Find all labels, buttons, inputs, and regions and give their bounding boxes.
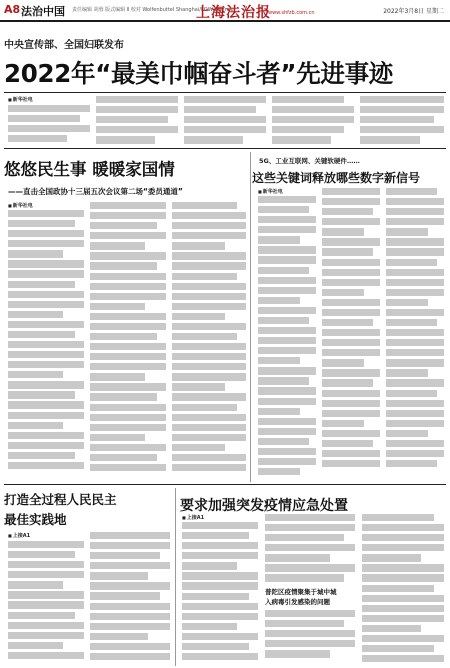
site-url: www.shfzb.com.cn [268, 10, 315, 16]
story-three-byline: ■ 新华社电 [258, 188, 283, 195]
newspaper-masthead: 上海法治报 [196, 5, 271, 21]
page-code: A8 [4, 3, 21, 16]
section-name: 法治中国 [21, 5, 65, 18]
lead-column-1 [8, 105, 90, 145]
story-five-column-2-top [265, 514, 355, 586]
story-four-headline-line2: 最佳实践地 [4, 512, 67, 527]
story-two-headline: 悠悠民生事 暖暖家国情 [4, 160, 175, 179]
story-five-column-1 [182, 522, 258, 665]
lead-headline: 2022年“最美巾帼奋斗者”先进事迹 [4, 59, 393, 88]
story-three-headline: 这些关键词释放哪些数字新信号 [252, 171, 421, 185]
story-four-headline-line1: 打造全过程人民民主 [4, 492, 117, 507]
story-five-column-3 [362, 514, 444, 665]
story-two-column-2 [90, 202, 166, 480]
lead-column-4 [272, 96, 354, 145]
lead-column-5 [360, 96, 444, 145]
story-three-column-1 [258, 196, 316, 480]
issue-date: 2022年3月8日 星期二 [383, 8, 444, 15]
story-four-column-2 [90, 532, 170, 665]
story-five-inline-head-2: 入病毒引发感染的问题 [265, 598, 330, 606]
story-two-column-3 [172, 202, 246, 480]
lead-column-2 [96, 96, 178, 145]
story-four-byline: ■ 上接A1 [8, 532, 30, 539]
lower-divider [4, 484, 446, 485]
column-separator-lower [175, 488, 176, 666]
story-three-column-2 [322, 188, 380, 480]
story-four-column-1 [8, 541, 84, 665]
lead-divider [4, 92, 446, 93]
story-two-byline: ■ 新华社电 [8, 202, 33, 209]
editors-credit: 责任编辑 胡蓉 版式编辑 Ⅱ 校对 Wolfenbuttel Shanghai/FOW Science [72, 7, 234, 13]
story-three-kicker: 5G、工业互联网、关键软硬件…… [259, 157, 360, 165]
lead-column-3 [184, 96, 266, 145]
lead-bottom-divider [4, 148, 446, 149]
story-five-headline: 要求加强突发疫情应急处置 [180, 498, 348, 514]
story-two-subhead: ——直击全国政协十三届五次会议第二场“委员通道” [8, 187, 183, 196]
story-three-column-3 [386, 188, 444, 480]
column-separator [250, 152, 251, 482]
story-five-inline-head-1: 普陀区疫情聚集于城中城 [265, 588, 337, 596]
page-header [0, 0, 450, 22]
story-five-column-2-bottom [265, 610, 355, 665]
lead-byline: ■ 新华社电 [8, 96, 33, 103]
lead-kicker: 中央宣传部、全国妇联发布 [4, 40, 124, 51]
story-two-column-1 [8, 210, 84, 480]
story-five-byline: ■ 上接A1 [182, 514, 204, 521]
